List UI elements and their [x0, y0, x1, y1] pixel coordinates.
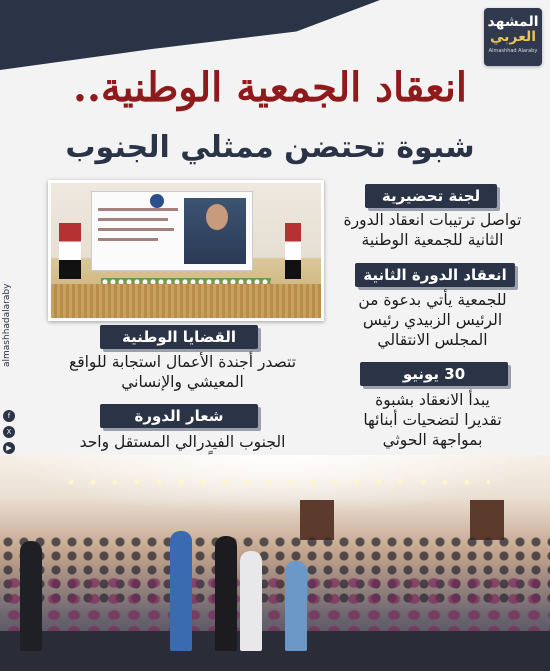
label-national-issues: القضايا الوطنية — [100, 325, 258, 349]
crowd-photo — [0, 455, 550, 671]
logo-caption: Almashhad Alaraby — [488, 48, 538, 54]
emblem-icon — [150, 194, 164, 208]
text-national-issues: تتصدر أجندة الأعمال استجابة للواقع المعيشي والإنساني — [68, 353, 297, 391]
conference-photo — [48, 180, 324, 321]
chairs — [0, 575, 550, 635]
text-june-30: يبدأ الانعقاد بشبوة تقديرا لتضحيات أبنائها بمواجهة الحوثي — [363, 391, 502, 449]
stage-table — [51, 284, 321, 318]
person — [215, 536, 237, 651]
label-second-session: انعقاد الدورة الثانية — [355, 263, 515, 287]
facebook-icon[interactable]: f — [3, 410, 15, 422]
person — [285, 561, 307, 651]
text-prep-committee: تواصل ترتيبات انعقاد الدورة الثانية للجمعية الوطنية — [343, 211, 522, 249]
floor — [0, 631, 550, 671]
logo-line-1: المشهد — [487, 14, 539, 30]
flag-right — [285, 223, 301, 279]
text-session-slogan: الجنوب الفيدرالي المستقل واحد — [79, 433, 286, 451]
stage-banner — [91, 191, 253, 271]
hall-door — [300, 500, 334, 540]
text-second-session: للجمعية يأتي بدعوة من الرئيس الزبيدي رئيس المجلس الانتقالي — [358, 291, 507, 349]
person — [20, 541, 42, 651]
brand-logo — [484, 8, 542, 66]
youtube-icon[interactable]: ▶ — [3, 442, 15, 454]
person — [170, 531, 192, 651]
label-session-slogan: شعار الدورة — [100, 404, 258, 428]
flag-left — [59, 223, 81, 279]
social-handle: almashhadalaraby — [2, 283, 12, 367]
logo-line-2: العربي — [489, 29, 537, 45]
label-june-30: 30 يونيو — [360, 362, 508, 386]
label-prep-committee: لجنة تحضيرية — [365, 184, 497, 208]
x-icon[interactable]: X — [3, 426, 15, 438]
page-title: انعقاد الجمعية الوطنية.. — [73, 64, 467, 111]
ceiling-lights — [60, 477, 490, 487]
page-subtitle: شبوة تحتضن ممثلي الجنوب — [65, 130, 475, 165]
hall-door — [470, 500, 504, 540]
person — [240, 551, 262, 651]
